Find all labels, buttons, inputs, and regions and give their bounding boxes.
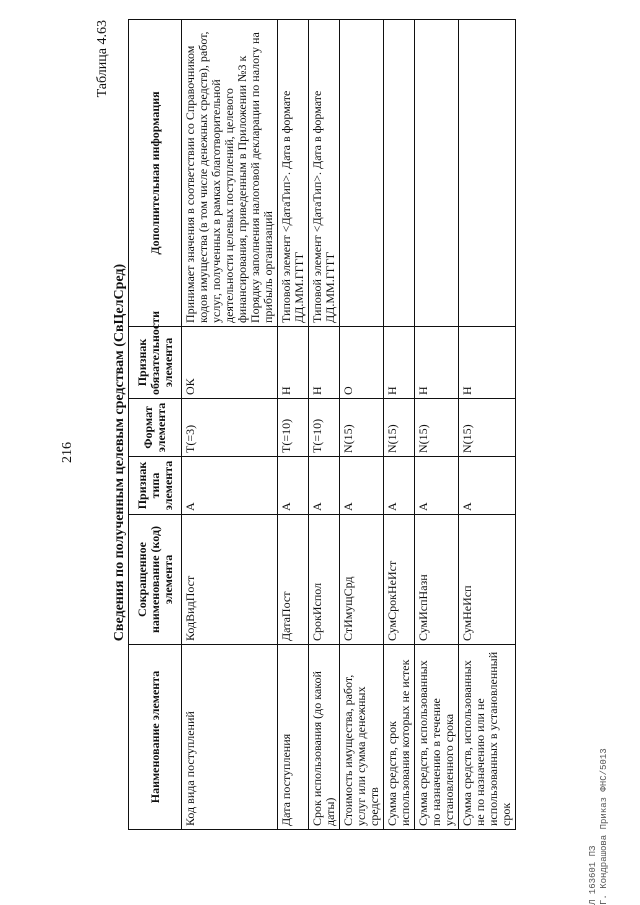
cell-required: Н bbox=[459, 327, 516, 399]
cell-required: ОК bbox=[182, 327, 278, 399]
cell-info bbox=[384, 20, 415, 327]
cell-type: А bbox=[415, 457, 459, 515]
header-element-code: Сокращенное наименование (код) элемента bbox=[129, 515, 182, 645]
cell-required: Н bbox=[278, 327, 309, 399]
table-label: Таблица 4.63 bbox=[95, 20, 110, 98]
stamp-line-1: Л 163601 ПЗ bbox=[588, 845, 598, 905]
cell-code: СумНеИсп bbox=[459, 515, 516, 645]
cell-type: А bbox=[182, 457, 278, 515]
cell-name: Дата поступления bbox=[278, 645, 309, 830]
cell-name: Стоимость имущества, работ, услуг или сумма денежных средств bbox=[340, 645, 384, 830]
cell-required: Н bbox=[309, 327, 340, 399]
cell-format: N(15) bbox=[459, 399, 516, 457]
cell-required: О bbox=[340, 327, 384, 399]
cell-info: Типовой элемент <ДатаТип>. Дата в формате ДД.ММ.ГГГГ bbox=[278, 20, 309, 327]
elements-table bbox=[128, 19, 516, 830]
cell-format: T(=10) bbox=[278, 399, 309, 457]
table-row bbox=[340, 20, 384, 830]
cell-name: Сумма средств, использованных по назначению в течение установленного срока bbox=[415, 645, 459, 830]
cell-code: КодВидПост bbox=[182, 515, 278, 645]
table-row bbox=[182, 20, 278, 830]
cell-code: СумИспНазн bbox=[415, 515, 459, 645]
cell-code: ДатаПост bbox=[278, 515, 309, 645]
header-element-name: Наименование элемента bbox=[129, 645, 182, 830]
table-title: Сведения по полученным целевым средствам (СвЦелСред) bbox=[112, 263, 127, 642]
cell-name: Сумма средств, срок использования которых не истек bbox=[384, 645, 415, 830]
cell-info: Типовой элемент <ДатаТип>. Дата в формате ДД.ММ.ГГГГ bbox=[309, 20, 340, 327]
table-row bbox=[384, 20, 415, 830]
cell-info bbox=[340, 20, 384, 327]
cell-code: СрокИспол bbox=[309, 515, 340, 645]
cell-type: А bbox=[309, 457, 340, 515]
cell-format: N(15) bbox=[384, 399, 415, 457]
table-row bbox=[415, 20, 459, 830]
cell-required: Н bbox=[384, 327, 415, 399]
cell-name: Сумма средств, использованных не по назначению или не использованных в установленный срок bbox=[459, 645, 516, 830]
header-element-required: Признак обязательности элемента bbox=[129, 327, 182, 399]
table-header-row bbox=[129, 20, 182, 830]
header-additional-info: Дополнительная информация bbox=[129, 20, 182, 327]
cell-type: А bbox=[459, 457, 516, 515]
cell-name: Код вида поступлений bbox=[182, 645, 278, 830]
cell-info bbox=[459, 20, 516, 327]
cell-format: N(15) bbox=[415, 399, 459, 457]
cell-type: А bbox=[384, 457, 415, 515]
header-element-type: Признак типа элемента bbox=[129, 457, 182, 515]
table-row bbox=[309, 20, 340, 830]
cell-type: А bbox=[340, 457, 384, 515]
cell-info bbox=[415, 20, 459, 327]
cell-format: T(=10) bbox=[309, 399, 340, 457]
page-number: 216 bbox=[60, 442, 75, 463]
cell-name: Срок использования (до какой даты) bbox=[309, 645, 340, 830]
document-stamp bbox=[588, 748, 610, 905]
cell-code: СумСрокНеИст bbox=[384, 515, 415, 645]
cell-info: Принимает значения в соответствии со Справочником кодов имущества (в том числе денежных средств), работ, услуг, полученных в рамках благотворительной деятельности целевых поступлений, целевого финансирования, приведенным в Приложении №3 к Порядку заполнения налоговой декларации по налогу на прибыль организаций bbox=[182, 20, 278, 327]
stamp-line-2: Г. Кондрашова Приказ ФНС/5013 bbox=[599, 748, 609, 905]
cell-type: А bbox=[278, 457, 309, 515]
cell-format: T(=3) bbox=[182, 399, 278, 457]
table-row bbox=[459, 20, 516, 830]
table-row bbox=[278, 20, 309, 830]
cell-required: Н bbox=[415, 327, 459, 399]
header-element-format: Формат элемента bbox=[129, 399, 182, 457]
cell-code: СтИмущСрд bbox=[340, 515, 384, 645]
cell-format: N(15) bbox=[340, 399, 384, 457]
